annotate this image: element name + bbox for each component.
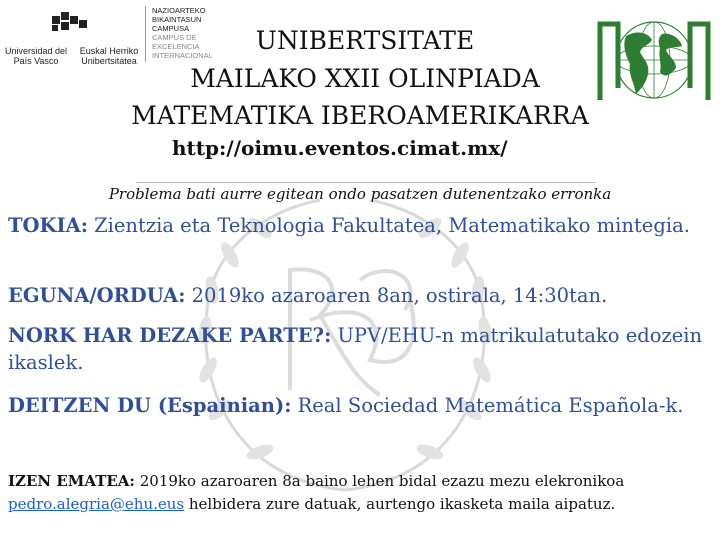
- campus-line: EXCELENCIA: [152, 42, 200, 51]
- campus-line: NAZIOARTEKO: [152, 6, 206, 15]
- contact-email-link[interactable]: pedro.alegria@ehu.eus: [8, 495, 185, 513]
- registration-text: helbidera zure datuak, aurtengo ikasketa maila aipatuz.: [184, 495, 616, 513]
- info-text: Real Sociedad Matemática Española-k.: [291, 394, 684, 417]
- info-label: NORK HAR DEZAKE PARTE?:: [8, 324, 332, 347]
- page-title-line: MAILAKO XXII OLINPIADA: [190, 64, 540, 93]
- campus-line: CAMPUSA: [152, 24, 190, 33]
- page-title-line: MATEMATIKA IBEROAMERIKARRA: [131, 101, 589, 130]
- info-label: DEITZEN DU (Espainian):: [8, 394, 292, 417]
- campus-line: BIKAINTASUN: [152, 15, 202, 24]
- info-text: UPV/EHU-n matrikulatutako edozein ikaslek.: [8, 324, 703, 374]
- event-url[interactable]: http://oimu.eventos.cimat.mx/: [172, 136, 508, 160]
- registration-label: IZEN EMATEA:: [8, 472, 135, 490]
- info-label: EGUNA/ORDUA:: [8, 284, 186, 307]
- info-label: TOKIA:: [8, 214, 88, 237]
- registration-text: 2019ko azaroaren 8a baino lehen bidal ezazu mezu elekronikoa: [134, 472, 625, 490]
- campus-line: CAMPUS DE: [152, 33, 197, 42]
- info-text: 2019ko azaroaren 8an, ostirala, 14:30tan.: [185, 284, 608, 307]
- oimu-globe-logo: [596, 16, 712, 108]
- upv-name-es: Universidad del País Vasco: [4, 46, 68, 66]
- info-place: [8, 212, 716, 239]
- tagline-rule: [136, 182, 596, 183]
- tagline: Problema bati aurre egitean ondo pasatzen dutenentzako erronka: [108, 185, 612, 203]
- info-text: Zientzia eta Teknologia Fakultatea, Matematikako mintegia.: [87, 214, 690, 237]
- page-title-line: UNIBERTSITATE: [255, 26, 475, 55]
- campus-line: INTERNACIONAL: [152, 51, 213, 60]
- info-date: [8, 282, 716, 309]
- info-organizer: [8, 392, 716, 419]
- upv-name-eu: Euskal Herriko Unibertsitatea: [79, 46, 139, 66]
- info-participants: [8, 322, 716, 376]
- registration-note: [8, 470, 716, 516]
